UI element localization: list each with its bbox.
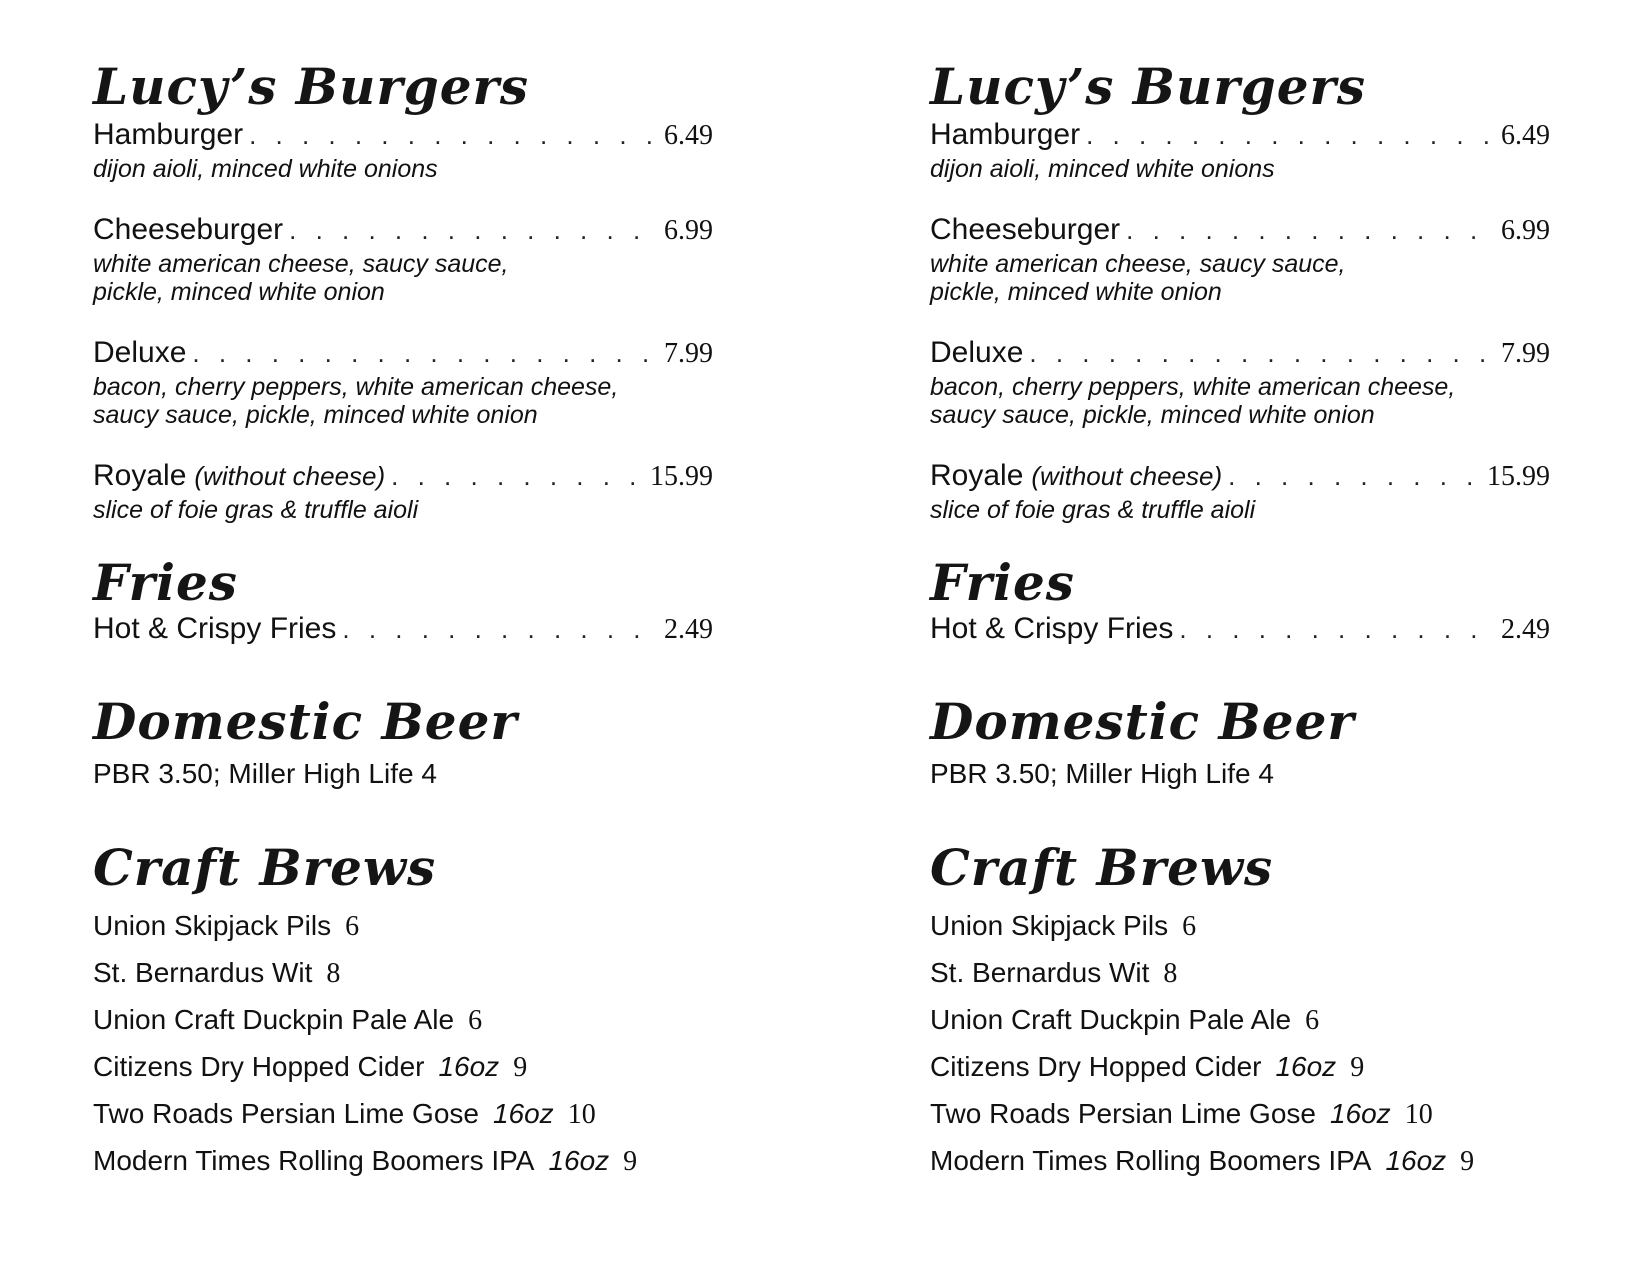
item-name: Royale <box>93 459 187 492</box>
item-price: 2.49 <box>664 614 713 645</box>
item-name: Hamburger <box>930 118 1081 151</box>
craft-size: 16oz <box>1385 1145 1447 1176</box>
list-item <box>930 1044 1550 1091</box>
fries-section <box>930 554 1550 647</box>
list-item <box>93 1138 713 1185</box>
item-row <box>93 612 713 647</box>
craft-size: 16oz <box>492 1098 554 1129</box>
menu-item-cheeseburger <box>930 213 1550 306</box>
menu-item-royale <box>930 459 1550 524</box>
dot-leader <box>1179 612 1495 646</box>
craft-brews-section <box>930 839 1550 1185</box>
menu-column-left <box>93 58 713 1185</box>
dot-leader <box>249 118 658 152</box>
item-row <box>93 213 713 248</box>
item-name: Hot & Crispy Fries <box>93 612 337 645</box>
section-heading-craft-brews: Craft Brews <box>930 838 1274 897</box>
craft-price: 6 <box>468 1005 483 1036</box>
craft-name: Two Roads Persian Lime Gose <box>93 1098 479 1129</box>
item-name: Cheeseburger <box>930 213 1121 246</box>
craft-name: Union Craft Duckpin Pale Ale <box>93 1004 455 1035</box>
craft-size: 16oz <box>1329 1098 1391 1129</box>
craft-size: 16oz <box>438 1051 500 1082</box>
dot-leader <box>1228 459 1481 493</box>
dot-leader <box>192 336 658 370</box>
list-item <box>93 950 713 997</box>
item-row <box>930 336 1550 371</box>
item-name: Royale <box>930 459 1024 492</box>
dot-leader <box>289 213 658 247</box>
craft-price: 6 <box>345 911 360 942</box>
craft-price: 10 <box>567 1099 596 1130</box>
item-description: dijon aioli, minced white onions <box>93 155 438 183</box>
craft-price: 6 <box>1305 1005 1320 1036</box>
section-heading-fries: Fries <box>93 553 238 612</box>
menu-item-deluxe <box>930 336 1550 429</box>
craft-price: 8 <box>326 958 341 989</box>
item-description: bacon, cherry peppers, white american cheese, saucy sauce, pickle, minced white onion <box>93 373 619 429</box>
section-heading-domestic-beer: Domestic Beer <box>930 692 1355 751</box>
craft-price: 9 <box>1350 1052 1365 1083</box>
domestic-beer-section <box>930 693 1550 791</box>
craft-name: Citizens Dry Hopped Cider <box>93 1051 425 1082</box>
item-description: slice of foie gras & truffle aioli <box>930 496 1256 524</box>
craft-price: 9 <box>1460 1146 1475 1177</box>
item-price: 15.99 <box>650 461 713 492</box>
section-heading-domestic-beer: Domestic Beer <box>93 692 518 751</box>
list-item <box>93 1091 713 1138</box>
craft-size: 16oz <box>548 1145 610 1176</box>
item-price: 6.99 <box>664 215 713 246</box>
dot-leader <box>1086 118 1495 152</box>
domestic-beer-line: PBR 3.50; Miller High Life 4 <box>930 758 1274 789</box>
craft-name: St. Bernardus Wit <box>930 957 1150 988</box>
craft-name: Modern Times Rolling Boomers IPA <box>930 1145 1372 1176</box>
burgers-section <box>930 58 1550 524</box>
item-row <box>93 336 713 371</box>
dot-leader <box>1126 213 1495 247</box>
dot-leader <box>391 459 644 493</box>
craft-price: 8 <box>1163 958 1178 989</box>
item-row <box>930 459 1550 494</box>
item-name: Deluxe <box>930 336 1024 369</box>
list-item <box>930 1138 1550 1185</box>
menu-item-hamburger <box>930 118 1550 183</box>
burgers-section <box>93 58 713 524</box>
list-item <box>930 997 1550 1044</box>
craft-price: 9 <box>623 1146 638 1177</box>
item-note: (without cheese) <box>194 461 386 491</box>
fries-section <box>93 554 713 647</box>
item-name: Deluxe <box>93 336 187 369</box>
item-row <box>930 612 1550 647</box>
menu-item-deluxe <box>93 336 713 429</box>
dot-leader <box>342 612 658 646</box>
item-row <box>930 213 1550 248</box>
menu-item-cheeseburger <box>93 213 713 306</box>
menu-item-hamburger <box>93 118 713 183</box>
item-price: 15.99 <box>1487 461 1550 492</box>
item-description: bacon, cherry peppers, white american cheese, saucy sauce, pickle, minced white onion <box>930 373 1456 429</box>
craft-brews-list <box>930 903 1550 1185</box>
craft-size: 16oz <box>1275 1051 1337 1082</box>
craft-name: Citizens Dry Hopped Cider <box>930 1051 1262 1082</box>
item-price: 6.49 <box>1501 120 1550 151</box>
section-heading-burgers: Lucy’s Burgers <box>930 57 1367 116</box>
item-description: slice of foie gras & truffle aioli <box>93 496 419 524</box>
list-item <box>930 950 1550 997</box>
item-row <box>93 459 713 494</box>
menu-column-right <box>930 58 1550 1185</box>
item-price: 7.99 <box>664 338 713 369</box>
item-price: 6.49 <box>664 120 713 151</box>
list-item <box>93 903 713 950</box>
item-price: 2.49 <box>1501 614 1550 645</box>
craft-price: 6 <box>1182 911 1197 942</box>
craft-name: Union Skipjack Pils <box>930 910 1169 941</box>
item-note: (without cheese) <box>1031 461 1223 491</box>
item-description: white american cheese, saucy sauce, pickle, minced white onion <box>93 250 509 306</box>
item-price: 6.99 <box>1501 215 1550 246</box>
list-item <box>930 903 1550 950</box>
dot-leader <box>1029 336 1495 370</box>
craft-name: Union Skipjack Pils <box>93 910 332 941</box>
section-heading-craft-brews: Craft Brews <box>93 838 437 897</box>
section-heading-burgers: Lucy’s Burgers <box>93 57 530 116</box>
domestic-beer-line: PBR 3.50; Miller High Life 4 <box>93 758 437 789</box>
menu-item-fries <box>930 612 1550 647</box>
item-name: Hot & Crispy Fries <box>930 612 1174 645</box>
item-description: dijon aioli, minced white onions <box>930 155 1275 183</box>
item-name: Cheeseburger <box>93 213 284 246</box>
item-row <box>930 118 1550 153</box>
menu-item-royale <box>93 459 713 524</box>
menu-item-fries <box>93 612 713 647</box>
craft-price: 10 <box>1404 1099 1433 1130</box>
list-item <box>93 997 713 1044</box>
craft-brews-section <box>93 839 713 1185</box>
craft-name: St. Bernardus Wit <box>93 957 313 988</box>
item-description: white american cheese, saucy sauce, pickle, minced white onion <box>930 250 1346 306</box>
item-price: 7.99 <box>1501 338 1550 369</box>
section-heading-fries: Fries <box>930 553 1075 612</box>
item-row <box>93 118 713 153</box>
list-item <box>930 1091 1550 1138</box>
craft-brews-list <box>93 903 713 1185</box>
item-name: Hamburger <box>93 118 244 151</box>
craft-name: Modern Times Rolling Boomers IPA <box>93 1145 535 1176</box>
craft-name: Two Roads Persian Lime Gose <box>930 1098 1316 1129</box>
list-item <box>93 1044 713 1091</box>
domestic-beer-section <box>93 693 713 791</box>
craft-price: 9 <box>513 1052 528 1083</box>
craft-name: Union Craft Duckpin Pale Ale <box>930 1004 1292 1035</box>
